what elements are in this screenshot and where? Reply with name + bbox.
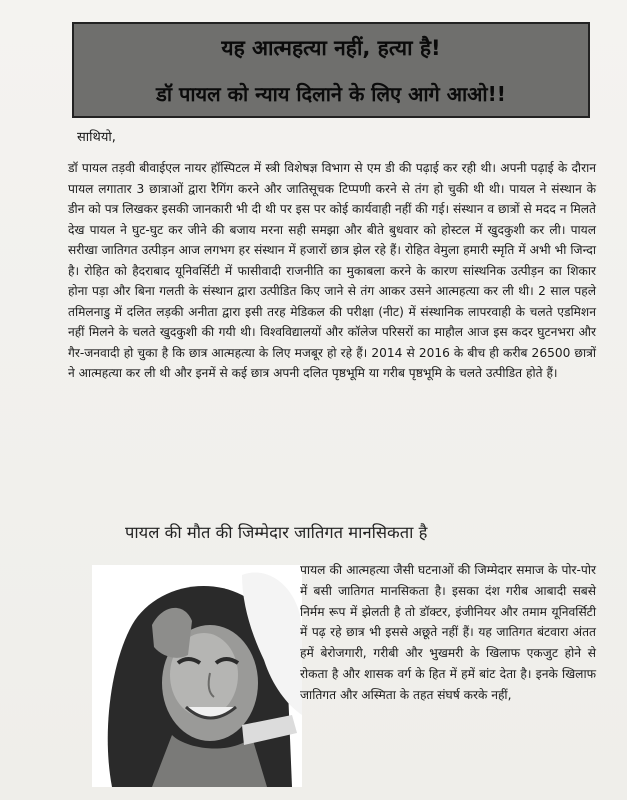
body-paragraph-1: डॉ पायल तड़वी बीवाईएल नायर हॉस्पिटल में स्त्री विशेषज्ञ विभाग से एम डी की पढ़ाई कर रही थी। अपनी पढ़ाई के दौरान पायल लगातार 3 छात्राओं द्वारा रैगिंग करने और जातिसूचक टिप्पणी करने से तंग हो चुकी थी थी। पायल ने संस्थान के डीन को पत्र लिखकर इसकी जानकारी भी दी थी पर इस पर कोई कार्यवाही नहीं की गई। संस्थान व छात्रों से मदद न मिलते देख पायल ने घुट-घुट कर जीने की बजाय मरना सही समझा और बीते बुधवार को होस्टल में खुदकुशी कर ली। पायल सरीखा जातिगत उत्पीड़न आज लगभग हर संस्थान में हजारों छात्र झेल रहे हैं। रोहित वेमुला हमारी स्मृति में अभी भी जिन्दा है। रोहित को हैदराबाद यूनिवर्सिटी में फासीवादी राजनीति का मुकाबला करने के कारण सांस्थनिक उत्पीड़न का शिकार होना पड़ा और बिना गलती के संस्थान द्वारा उत्पीडित किए जाने से तंग आकर उसने आत्महत्या कर ली थी। 2 साल पहले तमिलनाडु में दलित लड़की अनीता द्वारा इसी तरह मेडिकल की परीक्षा (नीट) में संस्थानिक लापरवाही के चलते एडमिशन नहीं मिलने के चलते खुदकुशी की गयी थी। विश्वविद्यालयों और कॉलेज परिसरों का माहौल आज इस कदर घुटनभरा और गैर-जनवादी हो चुका है कि छात्र आत्महत्या के लिए मजबूर हो रहे हैं। 2014 से 2016 के बीच ही करीब 26500 छात्रों ने आत्महत्या कर ली थी और इनमें से कई छात्र अपनी दलित पृष्ठभूमि या गरीब पृष्ठभूमि के चलते उत्पीडित होते हैं। [68,161,596,381]
headline-banner [72,22,590,118]
portrait-image [92,565,302,787]
salutation: साथियो, [77,130,116,145]
headline-subtitle: डॉ पायल को न्याय दिलाने के लिए आगे आओ!! [156,82,506,106]
portrait-photo [92,565,302,787]
headline-title: यह आत्महत्या नहीं, हत्या है! [221,36,441,60]
section-heading: पायल की मौत की जिम्मेदार जातिगत मानसिकता है [125,523,428,542]
body-paragraph-2: पायल की आत्महत्या जैसी घटनाओं की जिम्मेदार समाज के पोर-पोर में बसी जातिगत मानसिकता है। इसका दंश गरीब आबादी सबसे निर्मम रूप में झेलती है तो डॉक्टर, इंजीनियर और तमाम यूनिवर्सिटी में पढ़ रहे छात्र भी इससे अछूते नहीं हैं। यह जातिगत बंटवारा अंतत हमें बेरोजगारी, गरीबी और भुखमरी के खिलाफ एकजुट होने से रोकता है और शासक वर्ग के हित में हमें बांट देता है। इनके खिलाफ जातिगत और अस्मिता के तहत संघर्ष करके नहीं, [300,563,596,702]
